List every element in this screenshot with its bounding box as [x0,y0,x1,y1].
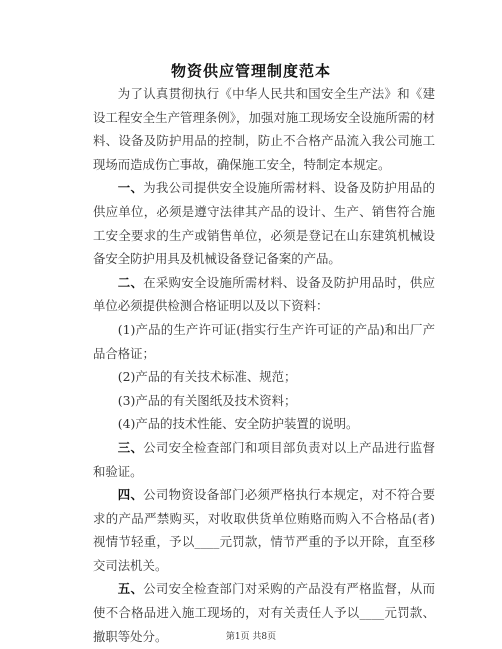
clause-4-lead: 四、 [117,487,144,503]
clause-1-text: 为我公司提供安全设施所需材料、设备及防护用品的供应单位，必须是遵守法律其产品的设计、生产、销售符合施工安全要求的生产或销售单位，必须是登记在山东建筑机械设备安全防护用具及机械设备登记备案的产品。 [93,180,436,267]
list-item-text: (2)产品的有关技术标准、规范； [117,369,297,385]
page-number: 第1页 共8页 [225,632,277,642]
document-title: 物资供应管理制度范本 [170,62,331,80]
clause-2-lead: 二、 [117,274,144,290]
list-item-text: (4)产品的技术性能、安全防护装置的说明。 [117,416,359,432]
list-item-3 [93,389,435,413]
list-item-1 [93,318,435,365]
clause-3-paragraph [93,436,435,483]
list-item-text: (1)产品的生产许可证(指实行生产许可证的产品)和出厂产品合格证； [93,321,435,361]
clause-5-text: 公司安全检查部门对采购的产品没有严格监督，从而使不合格品进入施工现场的，对有关责任人予以____元罚款、撤职等处分。 [93,581,436,644]
clause-3-text: 公司安全检查部门和项目部负责对以上产品进行监督和验证。 [93,439,436,479]
clause-4-paragraph [93,483,435,577]
paragraph-text: 为了认真贯彻执行《中华人民共和国安全生产法》和《建设工程安全生产管理条例》，加强对施工现场安全设施所需的材料、设备及防护用品的控制，防止不合格产品流入我公司施工现场而造成伤亡事故，确保施工安全，特制定本规定。 [93,86,435,172]
clause-1-paragraph [93,176,435,270]
clause-3-lead: 三、 [117,439,144,455]
document-body [93,82,435,648]
list-item-text: (3)产品的有关图纸及技术资料； [117,392,297,408]
clause-1-lead: 一、 [117,180,144,196]
clause-2-paragraph [93,271,435,318]
clause-5-lead: 五、 [117,581,144,597]
clause-4-text: 公司物资设备部门必须严格执行本规定，对不符合要求的产品严禁购买，对收取供货单位贿赂而购入不合格品(者)视情节轻重，予以____元罚款，情节严重的予以开除，直至移交司法机关。 [93,487,436,573]
intro-paragraph [93,82,435,176]
clause-2-text: 在采购安全设施所需材料、设备及防护用品时，供应单位必须提供检测合格证明以及以下资料： [93,274,436,314]
list-item-2 [93,365,435,389]
list-item-4 [93,412,435,436]
